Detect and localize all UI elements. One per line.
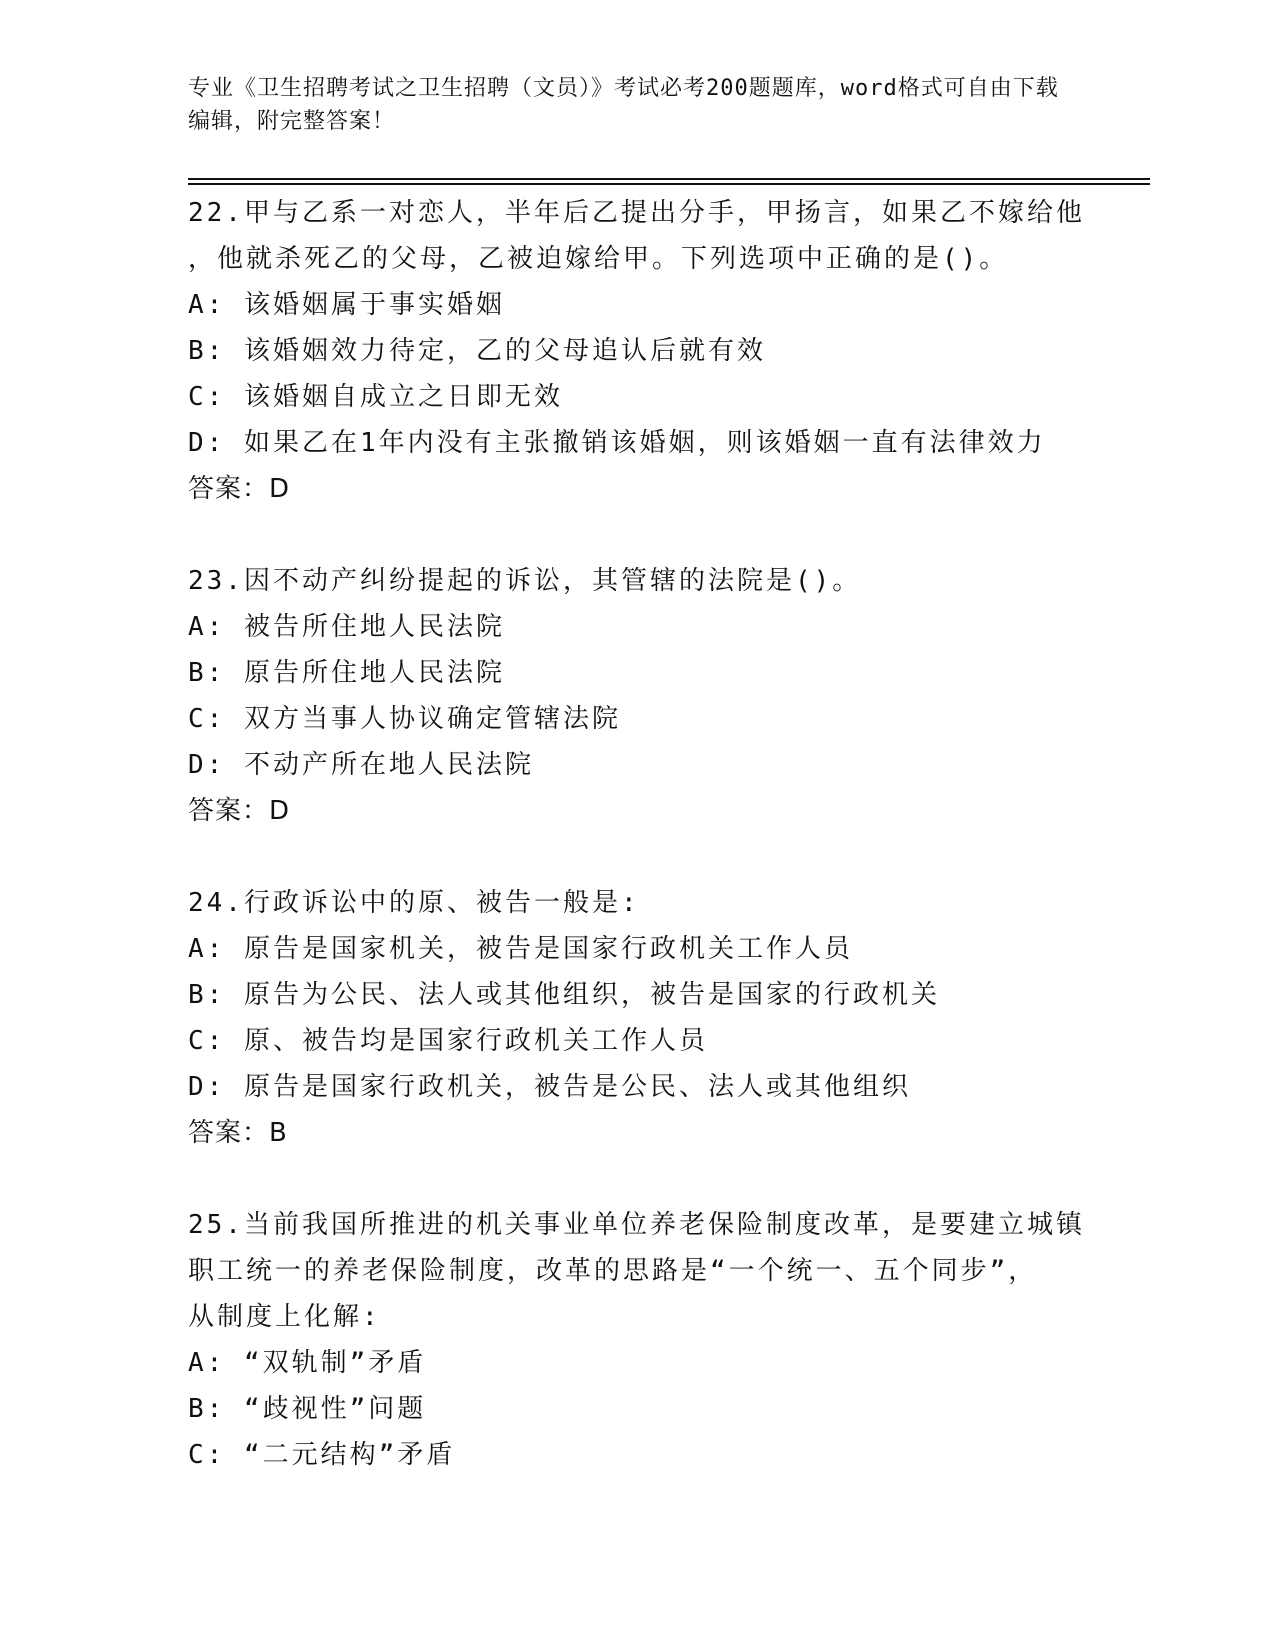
header-rule-top [188, 178, 1150, 180]
answer: 答案：B [188, 1118, 288, 1148]
option-b: B: 原告所住地人民法院 [188, 658, 505, 688]
option-b: B: 原告为公民、法人或其他组织，被告是国家的行政机关 [188, 980, 940, 1010]
option-c: C: 原、被告均是国家行政机关工作人员 [188, 1026, 708, 1056]
question-25 [188, 1202, 1088, 1478]
question-24 [188, 880, 1088, 1156]
option-a: A: 原告是国家机关，被告是国家行政机关工作人员 [188, 934, 853, 964]
option-b: B: 该婚姻效力待定，乙的父母追认后就有效 [188, 336, 766, 366]
question-23 [188, 558, 1088, 834]
question-22 [188, 190, 1088, 512]
question-text-line: 22.甲与乙系一对恋人，半年后乙提出分手，甲扬言，如果乙不嫁给他 [188, 198, 1085, 228]
question-text-line: 23.因不动产纠纷提起的诉讼，其管辖的法院是()。 [188, 566, 862, 596]
option-d: D: 原告是国家行政机关，被告是公民、法人或其他组织 [188, 1072, 911, 1102]
question-text-line: ，他就杀死乙的父母，乙被迫嫁给甲。下列选项中正确的是()。 [188, 244, 1009, 274]
option-d: D: 不动产所在地人民法院 [188, 750, 534, 780]
question-list [188, 190, 1088, 1524]
option-b: B: “歧视性”问题 [188, 1394, 427, 1424]
question-text-line: 25.当前我国所推进的机关事业单位养老保险制度改革，是要建立城镇 [188, 1210, 1085, 1240]
question-text-line: 职工统一的养老保险制度，改革的思路是“一个统一、五个同步”， [188, 1256, 1038, 1286]
option-a: A: “双轨制”矛盾 [188, 1348, 427, 1378]
option-a: A: 被告所住地人民法院 [188, 612, 505, 642]
question-text-line: 从制度上化解: [188, 1302, 381, 1332]
header-rule-bottom [188, 183, 1150, 185]
answer: 答案：D [188, 474, 291, 504]
header-text: 专业《卫生招聘考试之卫生招聘（文员）》考试必考200题题库，word格式可自由下载编辑，附完整答案！ [188, 76, 1059, 134]
question-text-line: 24.行政诉讼中的原、被告一般是: [188, 888, 640, 918]
option-c: C: 该婚姻自成立之日即无效 [188, 382, 563, 412]
option-d: D: 如果乙在1年内没有主张撤销该婚姻，则该婚姻一直有法律效力 [188, 428, 1046, 458]
option-c: C: “二元结构”矛盾 [188, 1440, 456, 1470]
option-c: C: 双方当事人协议确定管辖法院 [188, 704, 621, 734]
answer: 答案：D [188, 796, 291, 826]
option-a: A: 该婚姻属于事实婚姻 [188, 290, 505, 320]
document-header [188, 72, 1068, 138]
